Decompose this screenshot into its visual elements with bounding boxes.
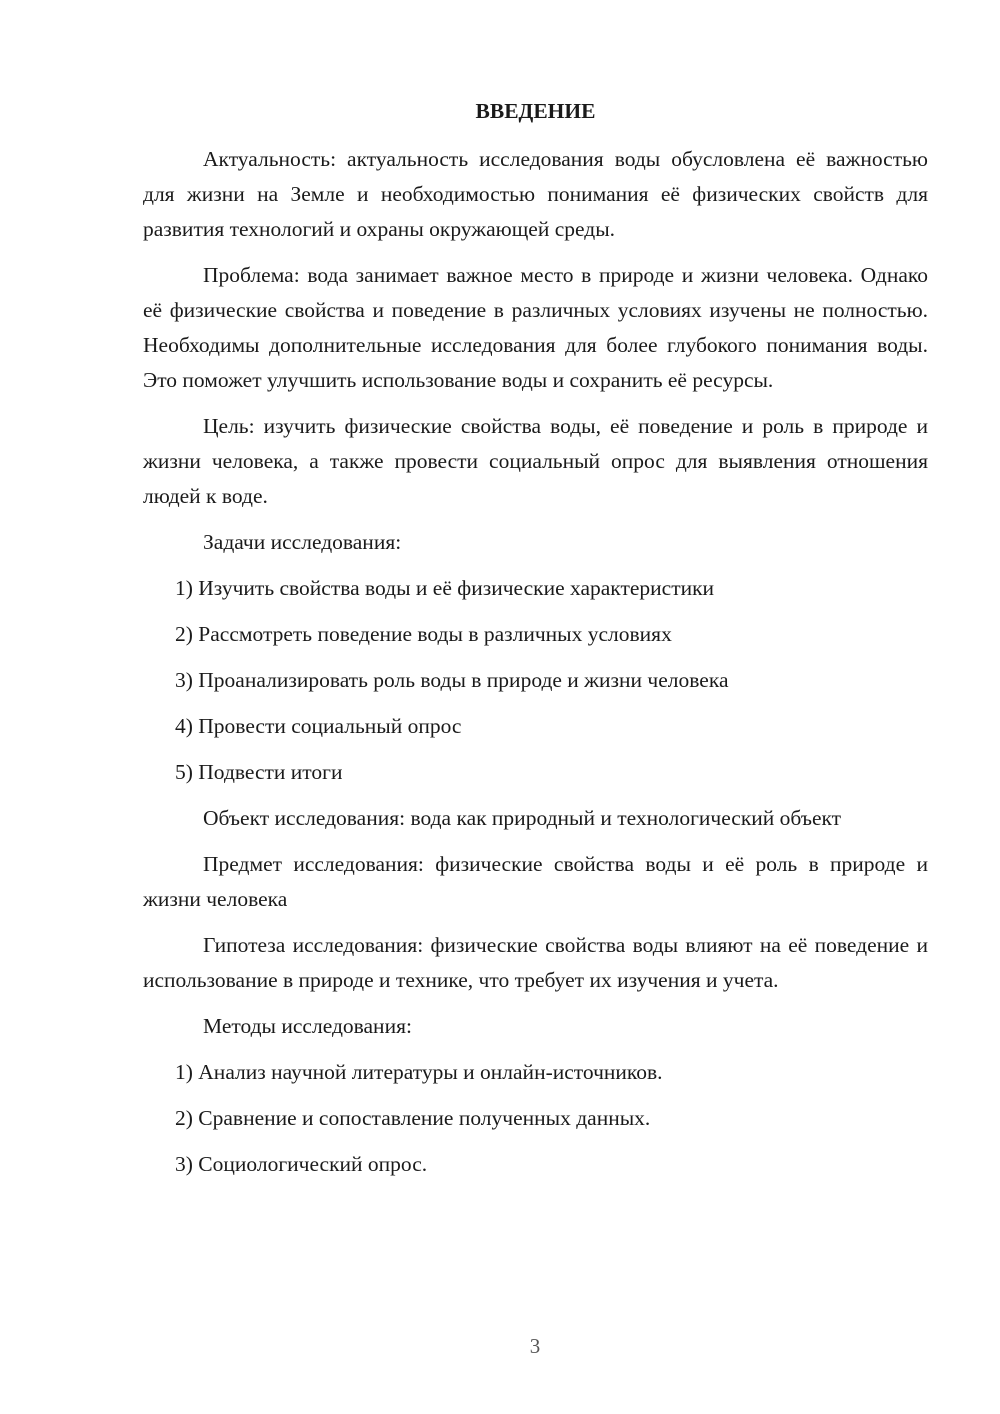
goal-paragraph: Цель: изучить физические свойства воды, её поведение и роль в природе и жизни человека, а также провести социальный опрос для выявления отношения людей к воде.: [143, 414, 928, 508]
problem-paragraph: Проблема: вода занимает важное место в природе и жизни человека. Однако её физические свойства и поведение в различных условиях изучены не полностью. Необходимы дополнительные исследования для более глубокого понимания воды. Это поможет улучшить использование воды и сохранить её ресурсы.: [143, 263, 928, 392]
list-item: 3) Проанализировать роль воды в природе и жизни человека: [175, 668, 729, 692]
list-item: 3) Социологический опрос.: [175, 1152, 428, 1176]
subject-paragraph: Предмет исследования: физические свойства воды и её роль в природе и жизни человека: [143, 852, 928, 911]
object-paragraph: Объект исследования: вода как природный и технологический объект: [203, 806, 842, 830]
tasks-list: [143, 571, 928, 790]
list-item: 1) Анализ научной литературы и онлайн-источников.: [175, 1060, 663, 1084]
list-item: 2) Сравнение и сопоставление полученных данных.: [175, 1106, 651, 1130]
methods-list: [143, 1055, 928, 1182]
relevance-paragraph: Актуальность: актуальность исследования воды обусловлена её важностью для жизни на Земле и необходимостью понимания её физических свойств для развития технологий и охраны окружающей среды.: [143, 147, 928, 241]
tasks-heading: Задачи исследования:: [203, 530, 402, 554]
section-title: ВВЕДЕНИЕ: [475, 99, 596, 123]
list-item: 2) Рассмотреть поведение воды в различных условиях: [175, 622, 672, 646]
list-item: 5) Подвести итоги: [175, 760, 343, 784]
list-item: 4) Провести социальный опрос: [175, 714, 462, 738]
methods-heading: Методы исследования:: [203, 1014, 412, 1038]
document-body: [143, 95, 928, 1193]
page-number: 3: [529, 1334, 541, 1358]
hypothesis-paragraph: Гипотеза исследования: физические свойства воды влияют на её поведение и использование в природе и технике, что требует их изучения и учета.: [143, 933, 928, 992]
list-item: 1) Изучить свойства воды и её физические характеристики: [175, 576, 715, 600]
